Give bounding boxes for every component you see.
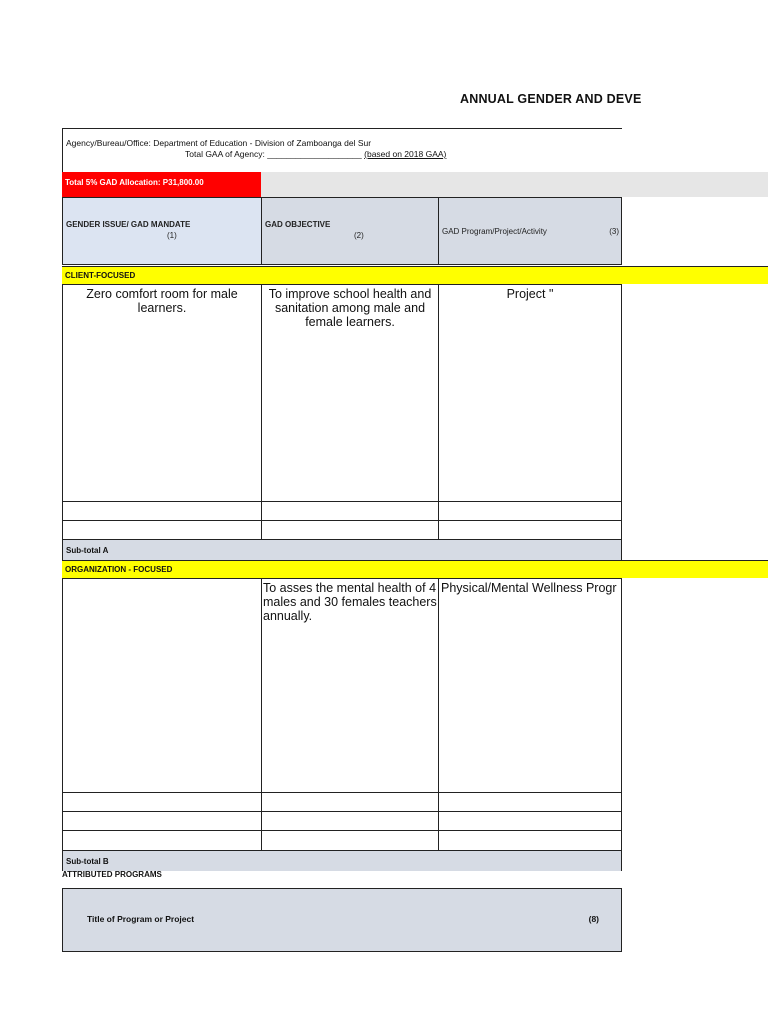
- header-gad-objective-num: (2): [354, 231, 364, 240]
- total-gaa-label: Total GAA of Agency: ____________________: [185, 149, 362, 159]
- total-gaa: [185, 149, 446, 159]
- org-empty-cell: [62, 811, 262, 831]
- org-empty-cell: [261, 811, 439, 831]
- total-gaa-note: (based on 2018 GAA): [364, 149, 447, 159]
- header-gender-issue: [62, 197, 262, 265]
- client-objective-text: To improve school health and sanitation among male and female learners.: [268, 287, 432, 329]
- org-program-cell: [438, 578, 622, 793]
- program-title-num: (8): [588, 914, 599, 924]
- org-empty-cell: [261, 830, 439, 851]
- org-program-text: Physical/Mental Wellness Progr: [441, 581, 617, 595]
- org-empty-cell: [261, 792, 439, 812]
- org-empty-cell: [438, 830, 622, 851]
- document-title: ANNUAL GENDER AND DEVE: [460, 92, 642, 106]
- client-empty-cell: [438, 501, 622, 521]
- org-empty-cell: [62, 830, 262, 851]
- client-empty-cell: [261, 520, 439, 540]
- gad-allocation: Total 5% GAD Allocation: P31,800.00: [62, 172, 261, 197]
- client-focused-label: CLIENT-FOCUSED: [62, 266, 768, 284]
- client-empty-cell: [438, 520, 622, 540]
- header-gad-program-label: GAD Program/Project/Activity: [442, 227, 547, 236]
- client-objective-cell: [261, 284, 439, 502]
- header-gender-issue-label: GENDER ISSUE/ GAD MANDATE: [66, 220, 191, 229]
- header-gad-program-num: (3): [609, 227, 619, 236]
- client-empty-cell: [62, 520, 262, 540]
- client-program-cell: [438, 284, 622, 502]
- header-gad-objective-label: GAD OBJECTIVE: [265, 220, 331, 229]
- client-issue-cell: [62, 284, 262, 502]
- header-gad-program: [438, 197, 622, 265]
- program-title-label: Title of Program or Project: [87, 914, 195, 924]
- org-objective-cell: [261, 578, 439, 793]
- org-empty-cell: [438, 811, 622, 831]
- org-focused-label: ORGANIZATION - FOCUSED: [62, 560, 768, 578]
- header-gender-issue-num: (1): [167, 231, 177, 240]
- subtotal-a: Sub-total A: [62, 540, 622, 560]
- attributed-programs-box: [62, 888, 622, 952]
- subtotal-b: Sub-total B: [62, 851, 622, 871]
- header-gad-objective: [261, 197, 439, 265]
- client-issue-text: Zero comfort room for male learners.: [86, 287, 238, 315]
- org-empty-cell: [438, 792, 622, 812]
- client-empty-cell: [261, 501, 439, 521]
- client-empty-cell: [62, 501, 262, 521]
- org-objective-text: To asses the mental health of 4 males and 30 females teachers annually.: [263, 581, 437, 623]
- org-issue-cell: [62, 578, 262, 793]
- client-program-text: Project ": [506, 287, 554, 301]
- org-empty-cell: [62, 792, 262, 812]
- allocation-filler: [261, 172, 768, 197]
- attributed-programs-label: ATTRIBUTED PROGRAMS: [62, 870, 162, 879]
- agency-name: Agency/Bureau/Office: Department of Education - Division of Zamboanga del Sur: [66, 138, 372, 148]
